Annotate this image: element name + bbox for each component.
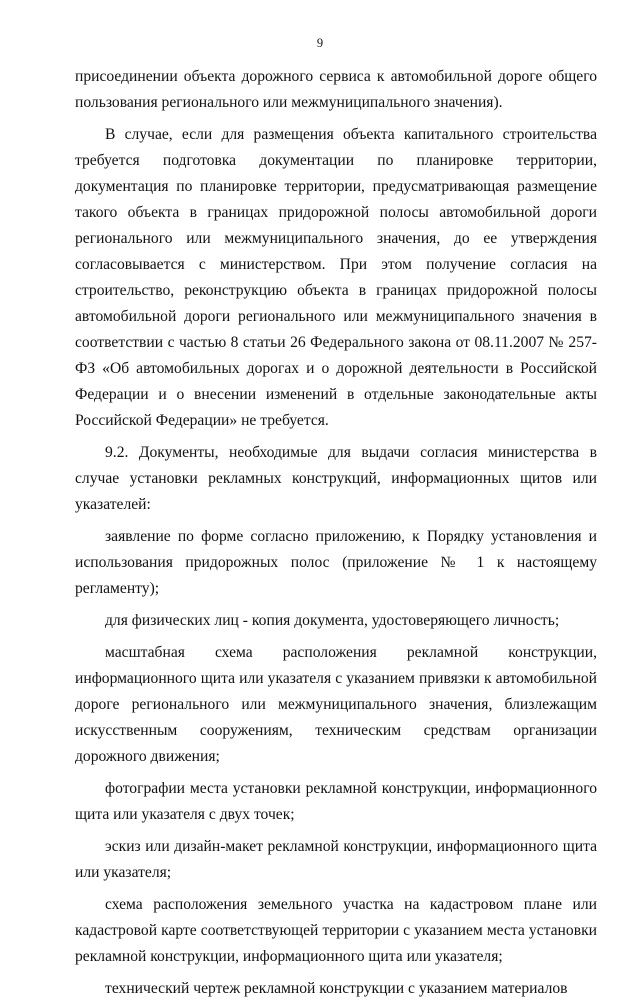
paragraph: технический чертеж рекламной конструкции с указанием материалов	[105, 980, 568, 997]
paragraph: для физических лиц - копия документа, удостоверяющего личность;	[105, 612, 560, 629]
paragraph: схема расположения земельного участка на кадастровом плане или кадастровой карте соответствующей территории с указанием места установки рекламной конструкции, информационного щита или указателя;	[75, 896, 597, 965]
document-body	[75, 64, 597, 1008]
paragraph: фотографии места установки рекламной конструкции, информационного щита или указателя с двух точек;	[75, 780, 597, 823]
paragraph: присоединении объекта дорожного сервиса к автомобильной дороге общего пользования регионального или межмуниципального значения).	[75, 68, 597, 111]
paragraph: масштабная схема расположения рекламной конструкции, информационного щита или указателя с указанием привязки к автомобильной дороге регионального или межмуниципального значения, близлежащим искусственным сооружениям, техническим средствам организации дорожного движения;	[75, 644, 597, 765]
paragraph: 9.2. Документы, необходимые для выдачи согласия министерства в случае установки рекламных конструкций, информационных щитов или указателей:	[75, 444, 597, 513]
paragraph: заявление по форме согласно приложению, к Порядку установления и использования придорожных полос (приложение № 1 к настоящему регламенту);	[75, 528, 597, 597]
page-number: 9	[316, 36, 324, 50]
paragraph: эскиз или дизайн-макет рекламной конструкции, информационного щита или указателя;	[75, 838, 597, 881]
paragraph: В случае, если для размещения объекта капитального строительства требуется подготовка документации по планировке территории, документация по планировке территории, предусматривающая размещение такого объекта в границах придорожной полосы автомобильной дороги регионального или межмуниципального значения, до ее утверждения согласовывается с министерством. При этом получение согласия на строительство, реконструкцию объекта в границах придорожной полосы автомобильной дороги регионального или межмуниципального значения в соответствии с частью 8 статьи 26 Федерального закона от 08.11.2007 № 257-ФЗ «Об автомобильных дорогах и о дорожной деятельности в Российской Федерации и о внесении изменений в отдельные законодательные акты Российской Федерации» не требуется.	[75, 126, 597, 429]
